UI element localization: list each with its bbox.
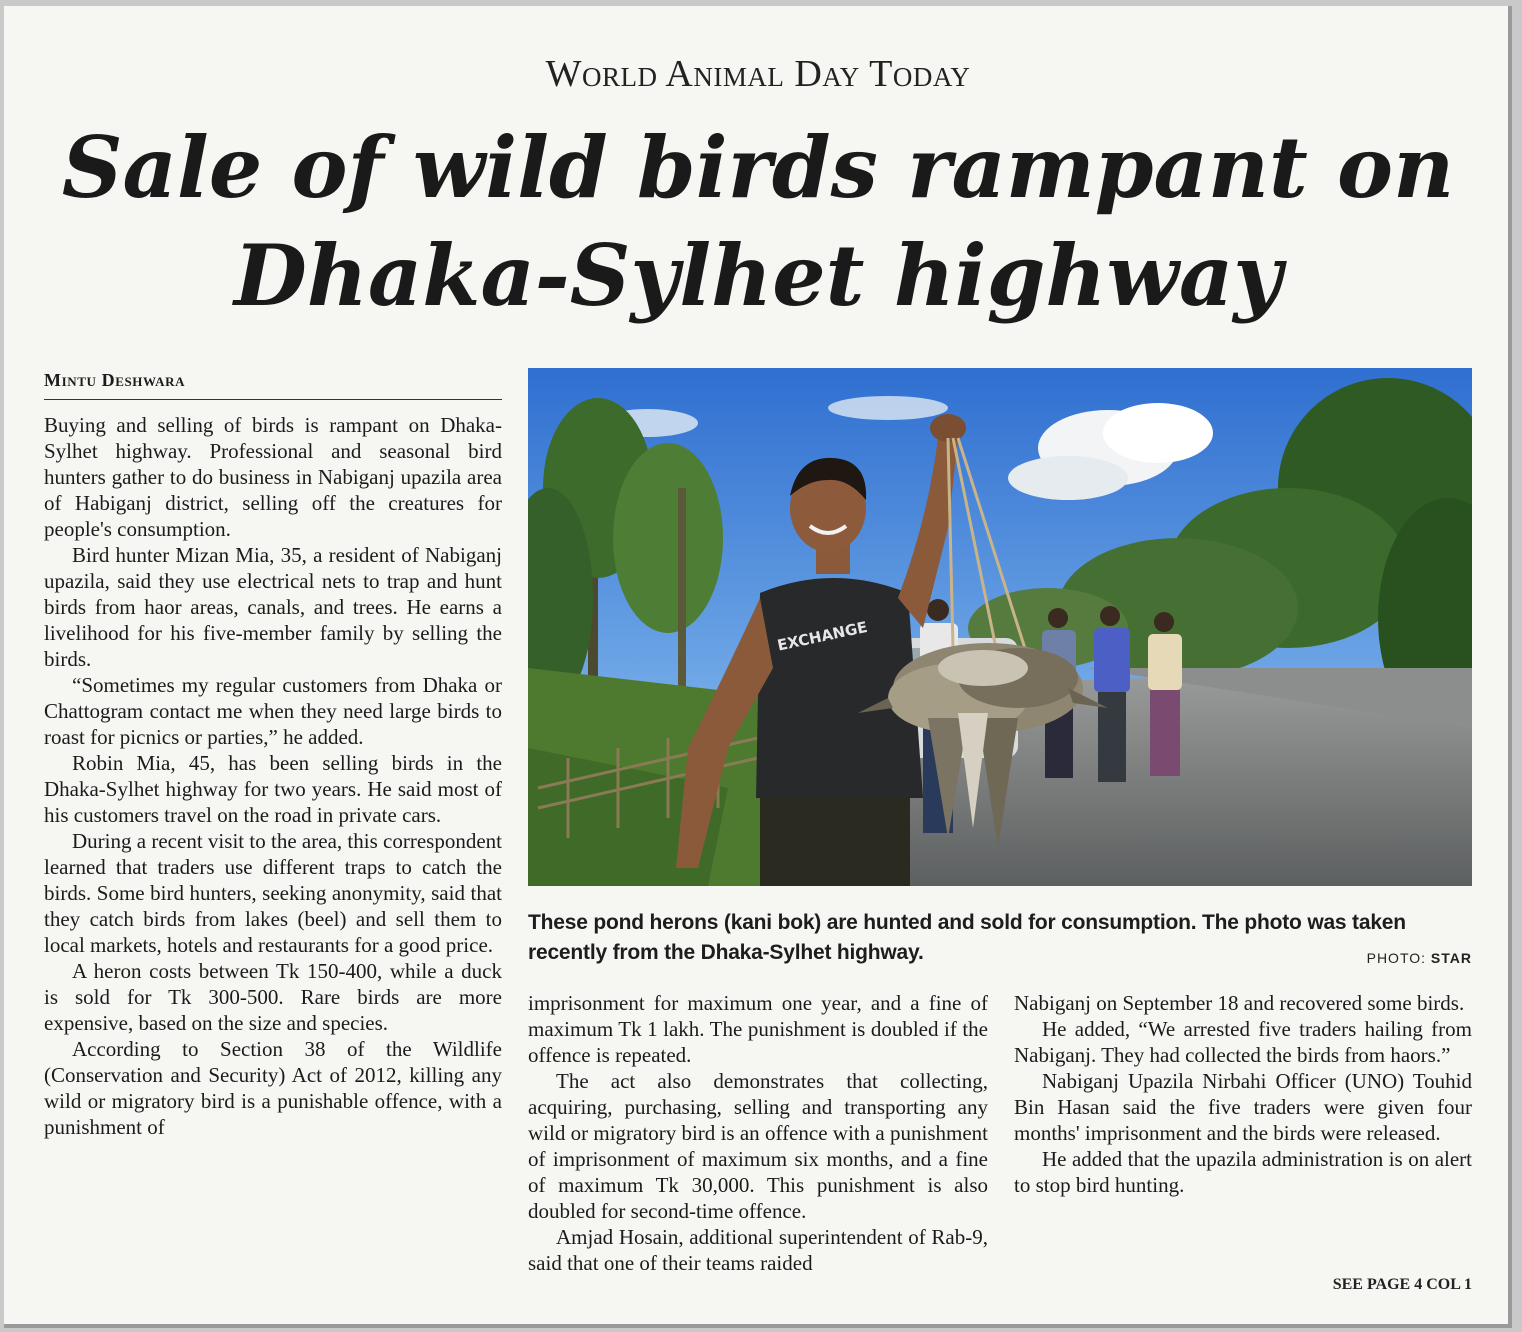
paragraph: Robin Mia, 45, has been selling birds in the Dhaka-Sylhet highway for two years. He said most of his customers travel on the road in private cars. bbox=[44, 751, 502, 827]
newspaper-page bbox=[4, 6, 1512, 1328]
article-column-1 bbox=[44, 412, 502, 1140]
photo-credit bbox=[1294, 950, 1472, 966]
paragraph: Nabiganj on September 18 and recovered some birds. bbox=[1014, 991, 1465, 1015]
paragraph: imprisonment for maximum one year, and a fine of maximum Tk 1 lakh. The punishment is doubled if the offence is repeated. bbox=[528, 991, 988, 1067]
paragraph: A heron costs between Tk 150-400, while a duck is sold for Tk 300-500. Rare birds are more expensive, based on the size and species. bbox=[44, 959, 502, 1035]
paragraph: Buying and selling of birds is rampant on Dhaka-Sylhet highway. Professional and seasonal bird hunters gather to do business in Nabiganj upazila area of Habiganj district, selling off the creatures for people's consumption. bbox=[44, 413, 502, 541]
paragraph: He added that the upazila administration is on alert to stop bird hunting. bbox=[1014, 1147, 1472, 1197]
headline-line-2: Dhaka-Sylhet highway bbox=[233, 226, 1283, 325]
continued-on-line[interactable]: SEE PAGE 4 COL 1 bbox=[1332, 1276, 1472, 1293]
paragraph: He added, “We arrested five traders hailing from Nabiganj. They had collected the birds from haors.” bbox=[1014, 1017, 1472, 1067]
paragraph: Amjad Hosain, additional superintendent of Rab-9, said that one of their teams raided bbox=[528, 1225, 988, 1275]
paragraph: Nabiganj Upazila Nirbahi Officer (UNO) Touhid Bin Hasan said the five traders were given four months' imprisonment and the birds were released. bbox=[1014, 1069, 1472, 1145]
article-column-3 bbox=[1014, 990, 1472, 1198]
photo-credit-source: STAR bbox=[1430, 950, 1472, 966]
shirt-print: EXCHANGE bbox=[775, 617, 869, 655]
paragraph: During a recent visit to the area, this correspondent learned that traders use different traps to catch the birds. Some bird hunters, seeking anonymity, said that they catch birds from lakes (beel) and sell them to local markets, hotels and restaurants for a good price. bbox=[44, 829, 502, 957]
paragraph: The act also demonstrates that collecting, acquiring, purchasing, selling and transporting any wild or migratory bird is an offence with a punishment of imprisonment of maximum six months, and a fine of maximum Tk 30,000. This punishment is also doubled for second-time offence. bbox=[528, 1069, 988, 1223]
news-photo bbox=[528, 368, 1472, 886]
paragraph: Bird hunter Mizan Mia, 35, a resident of Nabiganj upazila, said they use electrical nets to trap and hunt birds from haor areas, canals, and trees. He earns a livelihood for his five-member family by selling the birds. bbox=[44, 543, 502, 671]
paragraph: “Sometimes my regular customers from Dhaka or Chattogram contact me when they need large birds to roast for picnics or parties,” he added. bbox=[44, 673, 502, 749]
paragraph: According to Section 38 of the Wildlife (Conservation and Security) Act of 2012, killing any wild or migratory bird is a punishable offence, with a punishment of bbox=[44, 1037, 502, 1139]
article-column-2 bbox=[528, 990, 988, 1276]
section-kicker: World Animal Day Today bbox=[545, 53, 971, 95]
photo-illustration bbox=[528, 368, 1472, 886]
byline: Mintu Deshwara bbox=[44, 370, 502, 400]
headline-line-1: Sale of wild birds rampant on bbox=[61, 118, 1455, 217]
photo-credit-label: PHOTO: bbox=[1366, 950, 1427, 966]
headline bbox=[4, 114, 1512, 330]
photo-caption: These pond herons (kani bok) are hunted and sold for consumption. The photo was taken recently from the Dhaka-Sylhet highway. bbox=[528, 911, 1406, 964]
